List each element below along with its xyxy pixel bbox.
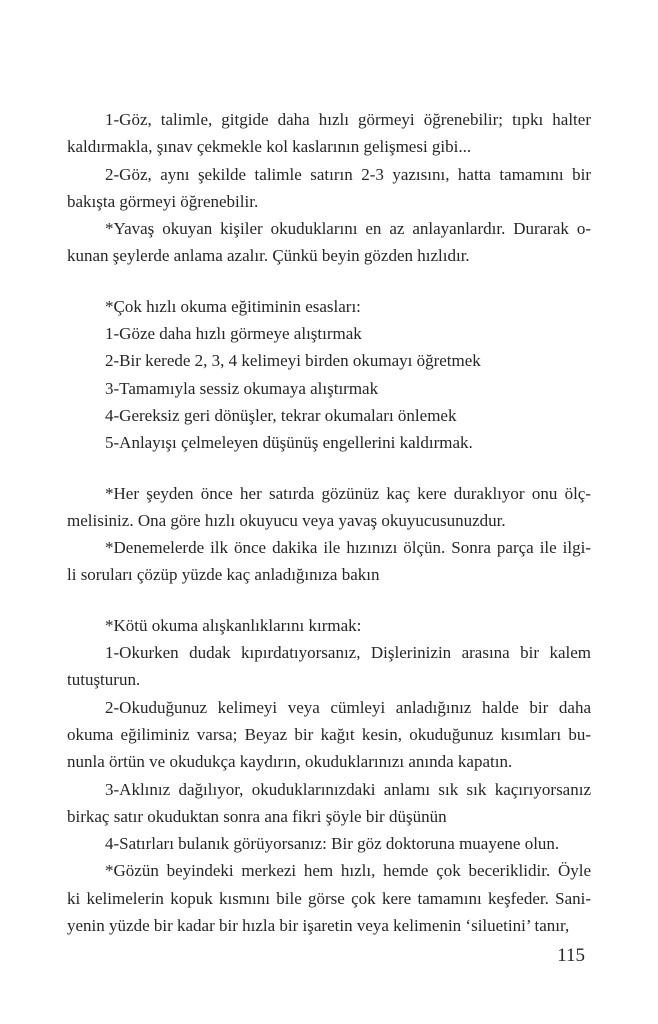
text-line: *Gözün beyindeki merkezi hem hızlı, hemde çok beceriklidir. Öyle xyxy=(105,861,591,881)
text-line: *Yavaş okuyan kişiler okuduklarını en az anlayanlardır. Durarak o- xyxy=(105,219,591,239)
text-line: yenin yüzde bir kadar bir hızla bir işaretin veya kelimenin ‘siluetini’ tanır, xyxy=(67,916,570,936)
text-line: birkaç satır okuduktan sonra ana fikri şöyle bir düşünün xyxy=(67,806,447,826)
paragraph xyxy=(67,293,591,320)
paragraph xyxy=(67,347,591,374)
text-line: okuma eğiliminiz varsa; Beyaz bir kağıt kesin, okuduğunuz kısımları bu- xyxy=(67,724,591,744)
paragraph xyxy=(67,639,591,694)
text-line: *Denemelerde ilk önce dakika ile hızınızı ölçün. Sonra parça ile ilgi- xyxy=(105,538,591,558)
text-line: 3-Aklınız dağılıyor, okuduklarınızdaki anlamı sık sık kaçırıyorsanız xyxy=(105,779,591,799)
paragraph xyxy=(67,106,591,161)
text-line: 1-Göz, talimle, gitgide daha hızlı görmeyi öğrenebilir; tıpkı halter xyxy=(105,110,591,129)
paragraph xyxy=(67,612,591,639)
text-line: nunla örtün ve okudukça kaydırın, okuduklarınızı anında kapatın. xyxy=(67,752,513,772)
text-line: *Çok hızlı okuma eğitiminin esasları: xyxy=(105,296,361,316)
paragraph xyxy=(67,215,591,270)
text-line: tutuşturun. xyxy=(67,670,141,690)
text-line: *Kötü okuma alışkanlıklarını kırmak: xyxy=(105,615,362,635)
paragraph xyxy=(67,161,591,216)
page-number: 115 xyxy=(557,945,585,966)
paragraph xyxy=(67,694,591,776)
text-line: ki kelimelerin kopuk kısmını bile görse çok kere tamamını keşfeder. Sani- xyxy=(67,888,591,908)
paragraph xyxy=(67,429,591,456)
text-line: 1-Okurken dudak kıpırdatıyorsanız, Dişlerinizin arasına bir kalem xyxy=(105,643,591,663)
paragraph xyxy=(67,480,591,535)
text-line: 1-Göze daha hızlı görmeye alıştırmak xyxy=(105,324,362,344)
text-line: 4-Gereksiz geri dönüşler, tekrar okumaları önlemek xyxy=(105,405,457,425)
text-line: 2-Okuduğunuz kelimeyi veya cümleyi anladığınız halde bir daha xyxy=(105,697,591,717)
paragraph xyxy=(67,776,591,831)
text-line: 5-Anlayışı çelmeleyen düşünüş engellerini kaldırmak. xyxy=(105,433,473,453)
paragraph xyxy=(67,830,591,857)
text-line: 2-Bir kerede 2, 3, 4 kelimeyi birden okumayı öğretmek xyxy=(105,351,481,371)
paragraph xyxy=(67,402,591,429)
text-line: *Her şeyden önce her satırda gözünüz kaç kere duraklıyor onu ölç- xyxy=(105,483,591,503)
text-line: melisiniz. Ona göre hızlı okuyucu veya yavaş okuyucusunuzdur. xyxy=(67,510,506,530)
text-line: kunan şeylerde anlama azalır. Çünkü beyin gözden hızlıdır. xyxy=(67,246,470,266)
paragraph xyxy=(67,320,591,347)
text-line: 4-Satırları bulanık görüyorsanız: Bir göz doktoruna muayene olun. xyxy=(105,834,560,854)
paragraph xyxy=(67,534,591,589)
text-line: 3-Tamamıyla sessiz okumaya alıştırmak xyxy=(105,378,379,398)
paragraph xyxy=(67,375,591,402)
text-line: li soruları çözüp yüzde kaç anladığınıza bakın xyxy=(67,565,380,585)
text-line: kaldırmakla, şınav çekmekle kol kaslarının gelişmesi gibi... xyxy=(67,137,472,157)
paragraph xyxy=(67,857,591,939)
text-line: 2-Göz, aynı şekilde talimle satırın 2-3 yazısını, hatta tamamını bir xyxy=(105,164,591,184)
text-block xyxy=(67,106,591,939)
text-line: bakışta görmeyi öğrenebilir. xyxy=(67,191,259,211)
